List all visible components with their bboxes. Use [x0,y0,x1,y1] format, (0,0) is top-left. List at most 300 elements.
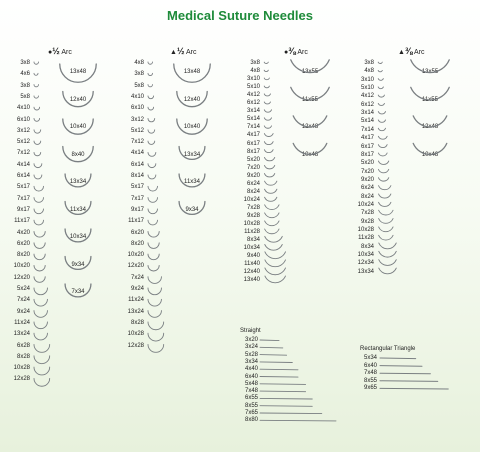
needle-size-label: 7x48 [244,388,258,395]
small-needle-arc [378,87,383,89]
arc-label: Arc [414,49,425,56]
small-needle-arc [264,174,274,177]
small-needle-arc [34,198,44,203]
needle-size-label: 6x14 [130,161,144,168]
small-needle-arc [265,221,279,226]
large-needle-arc [411,87,449,100]
needle-size-label: 5x17 [130,184,144,191]
small-needle-arc [148,164,156,168]
needle-size-label: 7x12 [130,139,144,146]
needle-size-label: 8x28 [16,353,30,360]
needle-size-label: 9x34 [185,206,199,213]
needle-size-label: 6x40 [363,362,377,369]
needle-size-label: 12x40 [69,96,87,103]
small-needle-arc [34,232,45,238]
small-needle-arc [264,102,270,104]
needle-size-label: 3x10 [360,76,374,83]
rectangular-needle [380,373,430,374]
small-needle-arc [378,112,385,114]
small-needle-arc [34,73,38,75]
small-needle-arc [379,219,393,224]
needle-size-label: 13x48 [69,69,87,75]
needle-size-label: 13x34 [69,179,87,185]
needle-size-label: 3x8 [134,71,144,78]
needle-size-label: 10x24 [243,196,260,203]
needle-size-label: 5x10 [246,84,260,91]
needle-size-label: 7x34 [71,289,85,295]
small-needle-arc [148,96,154,99]
needle-size-label: 6x24 [246,180,260,187]
small-needle-arc [34,333,47,340]
small-needle-arc [379,227,393,232]
small-needle-arc [148,265,159,271]
large-needle-arc [65,202,91,215]
large-needle-arc [179,147,205,160]
small-needle-arc [379,243,397,249]
needle-size-label: 4x8 [250,68,260,75]
needle-size-label: 8x24 [246,188,260,195]
small-needle-arc [34,152,41,155]
small-needle-arc [148,277,161,284]
small-needle-arc [265,252,286,259]
needle-size-label: 11x28 [358,235,374,242]
needle-size-label: 4x14 [16,161,30,168]
straight-needle [260,384,306,385]
small-needle-arc [265,197,277,201]
arc-label: Arc [186,49,197,56]
large-needle-arc [411,60,449,73]
small-needle-arc [264,157,274,160]
needle-size-label: 3x34 [244,358,258,365]
small-needle-arc [148,311,161,318]
needle-size-label: 9x24 [130,286,144,292]
needle-size-label: 8x34 [360,243,374,250]
arc-fraction: ⅜ [288,46,296,56]
small-needle-arc [148,152,156,156]
small-needle-arc [34,175,42,179]
arc-label: Arc [297,49,308,56]
straight-needle [260,347,283,348]
small-needle-arc [148,333,164,341]
needle-size-label: 5x14 [360,118,374,125]
needle-size-label: 12x20 [127,263,144,270]
needle-size-label: 3x8 [20,82,30,89]
straight-needle [260,406,312,407]
needle-size-label: 13x24 [127,308,144,315]
needle-size-label: 3x14 [246,108,260,115]
needle-size-label: 8x14 [130,173,144,179]
needle-size-label: 9x20 [360,176,374,183]
needle-size-label: 5x20 [360,160,374,167]
large-needle-arc [63,147,93,162]
needle-size-label: 7x17 [16,195,30,202]
arc-label: Arc [61,49,72,56]
small-needle-arc [148,130,155,133]
needle-size-label: 11x34 [184,179,200,185]
needle-size-label: 6x10 [130,105,144,112]
small-needle-arc [264,86,269,88]
small-needle-arc [148,119,155,122]
rectangular-triangle-heading: Rectangular Triangle [360,346,416,352]
small-needle-arc [148,288,161,295]
needle-size-label: 10x20 [13,263,30,270]
needle-size-label: 12x48 [301,124,319,130]
round-body-icon: ● [48,49,53,56]
small-needle-arc [264,70,268,71]
needle-size-label: 3x12 [130,116,144,123]
needle-size-label: 9x65 [363,385,377,392]
round-body-icon: ● [284,49,289,56]
needle-size-label: 3x14 [360,110,374,117]
needle-size-label: 7x24 [16,297,30,304]
needle-size-label: 6x20 [16,240,30,247]
small-needle-arc [34,220,44,225]
cutting-body-icon: ▲ [398,49,405,56]
needle-size-label: 5x17 [16,184,30,191]
large-needle-arc [293,116,327,127]
small-needle-arc [265,276,286,283]
needle-size-label: 12x48 [421,124,439,130]
needle-size-label: 8x28 [130,319,144,326]
needle-size-label: 11x55 [422,96,438,103]
needle-size-label: 13x55 [301,69,319,75]
large-needle-arc [174,64,210,82]
needle-size-label: 11x17 [14,218,30,225]
needle-size-label: 3x24 [244,344,258,351]
large-needle-arc [291,60,329,73]
needle-size-label: 12x34 [357,260,374,267]
needle-size-label: 5x8 [20,93,30,100]
straight-needle [260,377,298,378]
rectangular-needle [380,358,416,359]
small-needle-arc [148,186,158,191]
large-needle-arc [60,64,96,82]
needle-size-label: 13x40 [243,277,260,284]
needle-size-label: 10x28 [127,331,144,338]
small-needle-arc [378,169,388,172]
straight-needle [260,340,279,341]
small-needle-arc [378,70,382,71]
small-needle-arc [264,134,273,137]
large-needle-arc [65,229,91,242]
small-needle-arc [34,345,50,353]
large-needle-arc [179,202,205,215]
needle-size-label: 8x40 [71,151,85,158]
large-needle-arc [65,257,91,270]
needle-size-label: 7x20 [360,168,374,175]
small-needle-arc [264,62,268,63]
needle-size-label: 13x34 [183,151,201,158]
needle-size-label: 6x17 [360,143,374,150]
needle-size-label: 11x24 [14,319,30,326]
small-needle-arc [379,194,391,198]
small-needle-arc [148,243,159,249]
needle-size-label: 13x55 [421,69,439,75]
needle-size-label: 11x55 [302,96,318,103]
small-needle-arc [379,251,397,257]
needle-size-label: 8x17 [360,151,374,158]
rectangular-needle [380,388,448,389]
needle-size-label: 7x14 [360,126,374,133]
needle-size-label: 13x48 [183,69,201,75]
needle-size-label: 8x24 [360,193,374,200]
needle-size-label: 11x34 [70,206,86,213]
large-needle-arc [179,174,205,187]
small-needle-arc [379,235,393,240]
needle-size-label: 9x40 [246,253,260,260]
needle-size-label: 11x24 [128,297,144,304]
small-needle-arc [264,94,270,96]
needle-size-label: 8x55 [244,402,258,409]
needle-size-label: 10x24 [357,201,374,208]
small-needle-arc [379,260,397,266]
straight-needle [260,355,287,356]
small-needle-arc [264,142,273,145]
small-needle-arc [378,120,385,122]
needle-size-label: 10x34 [243,245,260,252]
needle-size-label: 12x28 [127,342,144,349]
needle-size-label: 10x28 [13,365,30,372]
needle-size-label: 12x40 [183,96,201,103]
small-needle-arc [34,265,45,271]
small-needle-arc [265,213,279,218]
needle-size-label: 10x40 [183,124,201,130]
needle-size-label: 8x55 [363,377,377,384]
needle-size-label: 3x12 [16,127,30,134]
straight-needle [260,413,322,414]
small-needle-arc [264,126,271,128]
needle-size-label: 10x48 [301,151,319,158]
needle-size-label: 9x34 [71,261,85,268]
needle-size-label: 10x34 [357,252,374,259]
small-needle-arc [148,198,158,203]
small-needle-arc [378,145,387,148]
small-needle-arc [34,186,44,191]
needle-size-label: 13x24 [13,331,30,338]
large-needle-arc [177,119,207,134]
needle-size-label: 7x28 [360,210,374,217]
small-needle-arc [264,118,271,120]
straight-needle [260,398,312,399]
needle-size-label: 7x14 [246,124,260,131]
small-needle-arc [148,141,155,144]
needle-size-label: 9x28 [360,218,374,225]
arc-fraction: ½ [176,46,185,56]
rectangular-needle [380,381,438,382]
needle-size-label: 3x10 [246,76,260,83]
needle-size-label: 5x20 [246,156,260,163]
needle-size-label: 6x10 [16,116,30,123]
page-title: Medical Suture Needles [167,8,313,23]
needle-size-label: 11x40 [244,261,260,268]
large-needle-arc [63,92,93,107]
small-needle-arc [379,202,391,206]
needle-size-label: 3x20 [244,337,258,343]
small-needle-arc [265,268,286,275]
small-needle-arc [34,299,47,306]
small-needle-arc [148,73,152,75]
small-needle-arc [34,119,40,122]
small-needle-arc [148,62,152,64]
small-needle-arc [34,254,45,260]
needle-size-label: 5x28 [244,351,258,358]
straight-needle [260,362,292,363]
needle-size-label: 5x12 [16,139,30,146]
small-needle-arc [34,85,38,87]
large-needle-arc [65,174,91,187]
large-needle-arc [293,143,327,154]
arc-fraction: ½ [52,46,60,56]
small-needle-arc [148,85,152,87]
needle-size-label: 13x34 [357,268,374,275]
needle-size-label: 6x17 [246,140,260,147]
small-needle-arc [34,288,47,295]
needle-size-label: 6x40 [244,373,258,380]
needle-size-label: 6x55 [244,395,258,402]
small-needle-arc [264,165,274,168]
cutting-body-icon: ▲ [170,49,177,56]
needle-size-label: 4x10 [130,93,144,100]
small-needle-arc [148,254,159,260]
needle-size-label: 5x24 [16,286,30,292]
needle-size-label: 4x8 [364,68,374,75]
needle-size-label: 6x24 [360,185,374,192]
needle-size-label: 8x17 [246,148,260,155]
straight-needle [260,369,298,370]
needle-size-label: 7x65 [244,410,258,416]
small-needle-arc [378,136,387,139]
needle-size-label: 5x14 [246,116,260,123]
needle-size-label: 4x20 [16,229,30,236]
small-needle-arc [34,277,45,283]
small-needle-arc [148,299,161,306]
small-needle-arc [378,103,384,105]
small-needle-arc [34,356,50,364]
small-needle-arc [265,189,277,193]
large-needle-arc [65,284,91,297]
small-needle-arc [265,205,279,210]
needle-size-label: 12x28 [13,376,30,383]
needle-size-label: 11x17 [128,218,144,225]
needle-size-label: 4x12 [360,93,374,100]
small-needle-arc [378,79,383,81]
small-needle-arc [148,175,156,179]
needle-size-label: 8x34 [246,237,260,244]
needle-size-label: 11x28 [244,229,260,236]
small-needle-arc [378,62,382,63]
small-needle-arc [378,153,387,156]
needle-size-label: 9x24 [16,308,30,315]
needle-size-label: 9x17 [130,206,144,213]
straight-needle [260,391,306,392]
needle-size-label: 9x17 [16,206,30,213]
small-needle-arc [34,164,42,168]
small-needle-arc [264,150,273,153]
small-needle-arc [34,141,41,144]
small-needle-arc [378,178,388,181]
large-needle-arc [413,143,447,154]
small-needle-arc [34,130,41,133]
small-needle-arc [265,244,283,250]
small-needle-arc [34,378,50,386]
needle-size-label: 12x20 [13,274,30,281]
small-needle-arc [379,268,397,274]
needle-size-label: 10x28 [357,227,374,233]
needle-size-label: 5x10 [360,85,374,92]
rectangular-needle [380,366,422,367]
needle-size-label: 10x48 [421,151,439,158]
small-needle-arc [34,96,38,98]
needle-size-label: 4x6 [20,71,30,78]
needle-size-label: 6x20 [130,229,144,236]
small-needle-arc [264,78,269,80]
small-needle-arc [378,95,384,97]
needle-size-label: 12x40 [243,269,260,276]
large-needle-arc [291,87,329,100]
needle-size-label: 5x48 [244,380,258,387]
small-needle-arc [379,186,391,190]
needle-size-label: 6x12 [360,101,374,108]
small-needle-arc [34,62,38,64]
small-needle-arc [265,181,277,185]
small-needle-arc [148,232,159,238]
needle-size-label: 3x8 [250,60,260,66]
needle-size-label: 7x12 [16,150,30,157]
needle-size-label: 4x40 [244,366,258,373]
large-needle-arc [413,116,447,127]
small-needle-arc [148,107,154,110]
needle-size-label: 9x28 [246,212,260,219]
small-needle-arc [265,236,283,242]
small-needle-arc [34,209,44,214]
needle-size-label: 4x17 [246,132,260,139]
large-needle-arc [177,92,207,107]
needle-size-label: 3x8 [20,60,30,66]
needle-size-label: 8x20 [16,252,30,259]
needle-size-label: 10x34 [69,234,87,240]
needle-size-label: 5x34 [363,355,377,361]
needle-size-label: 5x8 [134,82,144,89]
small-needle-arc [378,161,388,164]
small-needle-arc [148,322,164,330]
small-needle-arc [34,367,50,375]
straight-needle [260,420,336,421]
needle-size-label: 7x20 [246,164,260,171]
needle-size-label: 9x20 [246,172,260,179]
needle-size-label: 10x28 [243,221,260,227]
needle-size-label: 4x8 [134,60,144,66]
small-needle-arc [34,107,40,110]
small-needle-arc [148,220,158,225]
small-needle-arc [379,210,393,215]
small-needle-arc [265,229,279,234]
needle-size-label: 4x10 [16,105,30,112]
needle-size-label: 6x28 [16,342,30,349]
small-needle-arc [264,110,271,112]
arc-fraction: ⅜ [404,46,413,56]
needle-size-label: 4x17 [360,135,374,142]
needle-size-label: 4x12 [246,92,260,99]
needle-size-label: 10x40 [69,124,87,130]
needle-size-label: 8x20 [130,240,144,247]
needle-size-label: 6x12 [246,100,260,107]
needle-size-label: 7x24 [130,274,144,281]
needle-size-label: 6x14 [16,173,30,179]
needle-size-label: 10x20 [127,252,144,259]
needle-size-label: 7x17 [130,195,144,202]
needle-size-label: 7x28 [246,204,260,211]
small-needle-arc [34,322,47,329]
